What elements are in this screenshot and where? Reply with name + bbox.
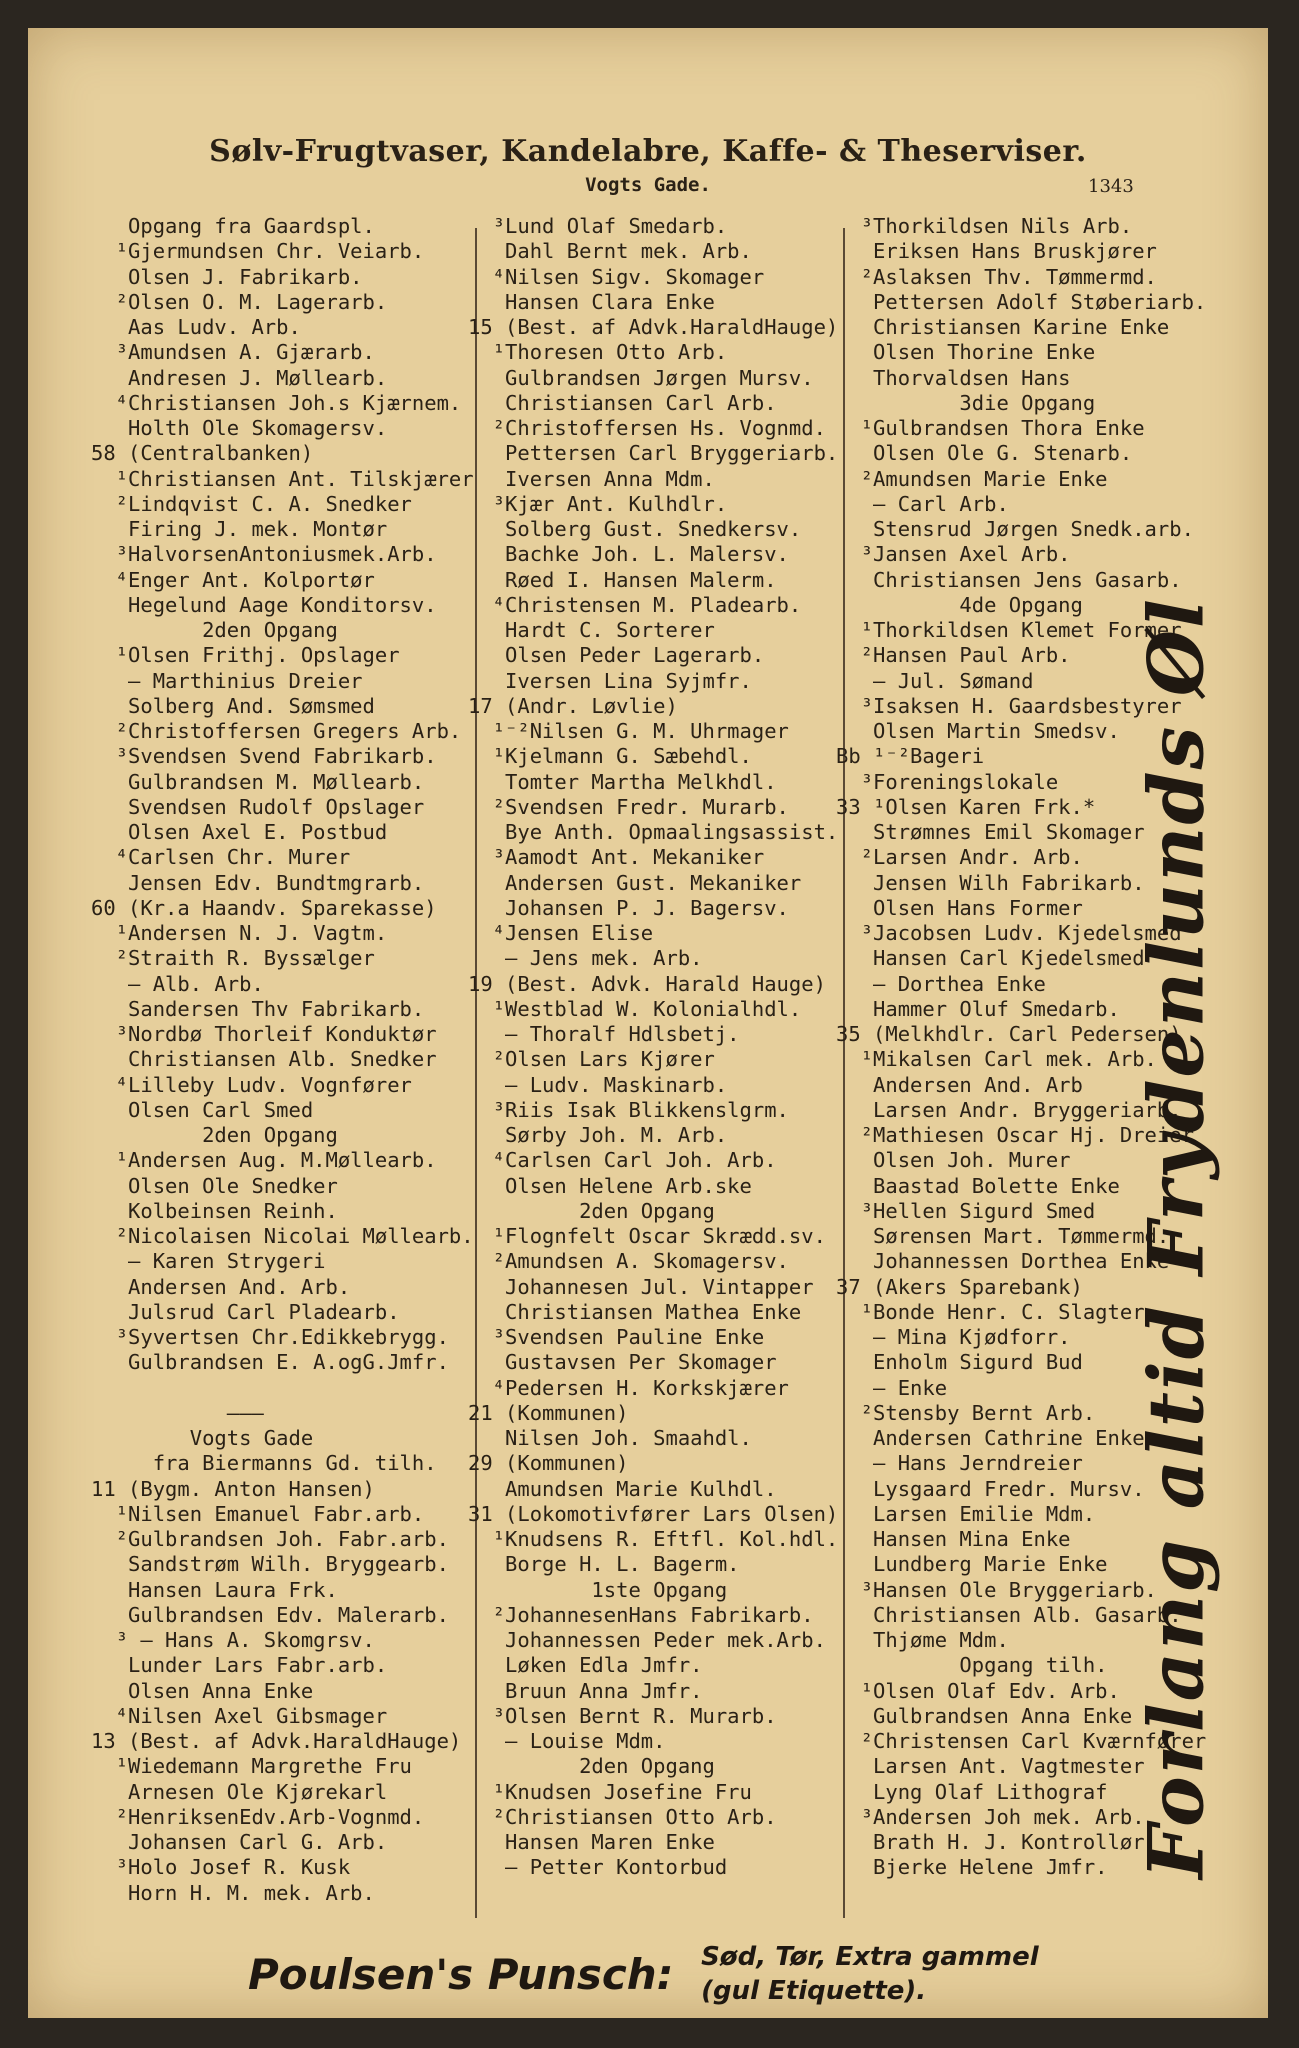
directory-entry: Sørby Joh. M. Arb.	[468, 1123, 728, 1147]
directory-column-2	[468, 214, 838, 1881]
directory-entry: ³Holo Josef R. Kusk	[91, 1855, 351, 1880]
directory-entry: Christiansen Karine Enke	[836, 315, 1170, 339]
directory-entry: Bjerke Helene Jmfr.	[836, 1855, 1108, 1880]
directory-entry: Andersen Gust. Mekaniker	[468, 870, 802, 895]
directory-column-1	[91, 214, 474, 1906]
directory-entry: ²Nicolaisen Nicolai Møllearb.	[91, 1224, 474, 1248]
directory-entry: — Jul. Sømand	[836, 668, 1034, 693]
directory-entry: Jensen Edv. Bundtmgrarb.	[91, 870, 425, 895]
directory-entry: Lysgaard Fredr. Mursv.	[836, 1476, 1145, 1501]
directory-entry: Olsen Helene Arb.ske	[468, 1173, 752, 1198]
directory-entry: ¹Mikalsen Carl mek. Arb.	[836, 1047, 1157, 1072]
directory-entry: Gustavsen Per Skomager	[468, 1350, 777, 1375]
directory-entry: Opgang tilh.	[836, 1653, 1108, 1678]
directory-entry: Brath H. J. Kontrollør	[836, 1830, 1145, 1854]
directory-entry: ³Kjær Ant. Kulhdlr.	[468, 491, 728, 516]
directory-entry: ²Larsen Andr. Arb.	[836, 845, 1083, 870]
directory-entry: Olsen Joh. Murer	[836, 1148, 1071, 1173]
directory-entry: ³Svendsen Svend Fabrikarb.	[91, 744, 437, 769]
directory-entry: Iversen Lina Syjmfr.	[468, 668, 752, 693]
directory-entry: Pettersen Carl Bryggeriarb.	[468, 441, 839, 466]
directory-entry: Olsen Carl Smed	[91, 1097, 314, 1122]
directory-entry: ⁴Lilleby Ludv. Vognfører	[91, 1072, 412, 1097]
directory-entry: ²Christensen Carl Kværnfører	[836, 1729, 1207, 1753]
directory-entry: Olsen Thorine Enke	[836, 340, 1096, 365]
directory-entry: ⁴Carlsen Chr. Murer	[91, 845, 351, 870]
directory-entry: ³Aamodt Ant. Mekaniker	[468, 845, 765, 870]
directory-entry: ¹Olsen Olaf Edv. Arb.	[836, 1678, 1120, 1703]
directory-entry: Aas Ludv. Arb.	[91, 315, 301, 339]
directory-entry: 17 (Andr. Løvlie)	[468, 693, 678, 718]
directory-entry: Larsen Ant. Vagtmester	[836, 1754, 1145, 1779]
directory-entry: Bb ¹⁻²Bageri	[836, 744, 985, 769]
directory-entry: 37 (Akers Sparebank)	[836, 1274, 1083, 1299]
directory-entry: ²Christoffersen Hs. Vognmd.	[468, 416, 826, 440]
directory-entry: ¹Christiansen Ant. Tilskjærer	[91, 466, 474, 491]
directory-entry: 1ste Opgang	[468, 1577, 728, 1602]
directory-entry: 33 ¹Olsen Karen Frk.*	[836, 794, 1096, 819]
directory-entry: 2den Opgang	[468, 1754, 715, 1779]
directory-entry: Olsen Hans Former	[836, 895, 1083, 920]
directory-entry: ⁴Nilsen Axel Gibsmager	[91, 1703, 388, 1728]
directory-entry: ²Amundsen A. Skomagersv.	[468, 1249, 789, 1274]
directory-entry: Hansen Clara Enke	[468, 289, 715, 314]
directory-entry: Lunder Lars Fabr.arb.	[91, 1653, 388, 1678]
directory-entry: — Enke	[836, 1375, 948, 1400]
directory-entry: Andersen And. Arb	[836, 1072, 1083, 1097]
directory-entry: Olsen Axel E. Postbud	[91, 820, 388, 844]
directory-entry: Johannesen Jul. Vintapper	[468, 1274, 814, 1299]
directory-entry: 21 (Kommunen)	[468, 1400, 629, 1425]
directory-entry: ⁴Carlsen Carl Joh. Arb.	[468, 1148, 777, 1173]
directory-entry: ⁴Jensen Elise	[468, 921, 654, 945]
directory-entry: Olsen J. Fabrikarb.	[91, 264, 363, 289]
directory-entry: Gulbrandsen Jørgen Mursv.	[468, 365, 814, 390]
directory-entry: ³Hellen Sigurd Smed	[836, 1198, 1096, 1223]
directory-entry: Strømnes Emil Skomager	[836, 820, 1145, 844]
directory-entry: Løken Edla Jmfr.	[468, 1653, 703, 1678]
directory-entry: ³Amundsen A. Gjærarb.	[91, 340, 375, 365]
directory-entry: 13 (Best. af Advk.HaraldHauge)	[91, 1729, 462, 1753]
bottom-ad-sub	[701, 1940, 1039, 2008]
directory-entry: fra Biermanns Gd. tilh.	[91, 1451, 437, 1476]
directory-entry: ²HenriksenEdv.Arb-Vognmd.	[91, 1804, 425, 1829]
directory-entry: Sandstrøm Wilh. Bryggearb.	[91, 1552, 449, 1577]
directory-entry: 2den Opgang	[91, 618, 338, 642]
directory-entry: Holth Ole Skomagersv.	[91, 416, 388, 440]
directory-entry: ²Svendsen Fredr. Murarb.	[468, 794, 789, 819]
directory-page	[28, 28, 1268, 2018]
directory-entry: ²Aslaksen Thv. Tømmermd.	[836, 264, 1157, 289]
bottom-ad-main: Poulsen's Punsch:	[248, 1950, 674, 1999]
directory-entry: Julsrud Carl Pladearb.	[91, 1299, 400, 1324]
directory-entry: ¹⁻²Nilsen G. M. Uhrmager	[468, 719, 789, 743]
directory-entry: ³ — Hans A. Skomgrsv.	[91, 1628, 375, 1652]
directory-entry: — Louise Mdm.	[468, 1729, 666, 1753]
directory-entry: 31 (Lokomotivfører Lars Olsen)	[468, 1501, 839, 1526]
directory-entry: Opgang fra Gaardspl.	[91, 214, 375, 238]
bottom-ad-line2: (gul Etiquette).	[701, 1976, 927, 2006]
directory-entry: Dahl Bernt mek. Arb.	[468, 239, 752, 264]
directory-entry: Sørensen Mart. Tømmermd.	[836, 1224, 1170, 1248]
directory-entry: Solberg And. Sømsmed	[91, 693, 375, 718]
directory-entry: ¹Olsen Frithj. Opslager	[91, 643, 400, 668]
directory-entry: ¹Nilsen Emanuel Fabr.arb.	[91, 1501, 425, 1526]
directory-entry: Johansen P. J. Bagersv.	[468, 895, 789, 920]
directory-entry: Lundberg Marie Enke	[836, 1552, 1108, 1577]
directory-entry: Hansen Mina Enke	[836, 1527, 1071, 1551]
directory-entry: ³Syvertsen Chr.Edikkebrygg.	[91, 1325, 449, 1349]
bottom-ad-line1: Sød, Tør, Extra gammel	[701, 1942, 1039, 1972]
directory-entry: Christiansen Alb. Gasarb.	[836, 1602, 1182, 1627]
directory-entry: ²JohannesenHans Fabrikarb.	[468, 1602, 814, 1627]
directory-entry: Amundsen Marie Kulhdl.	[468, 1476, 777, 1501]
street-header: Vogts Gade.	[585, 174, 711, 196]
directory-entry: Christiansen Alb. Snedker	[91, 1047, 437, 1072]
directory-entry: ²Hansen Paul Arb.	[836, 643, 1071, 668]
page-number: 1343	[1088, 176, 1134, 197]
directory-entry: ¹Andersen N. J. Vagtm.	[91, 921, 388, 945]
directory-entry: Larsen Andr. Bryggeriarb.	[836, 1097, 1182, 1122]
directory-entry: ³Lund Olaf Smedarb.	[468, 214, 728, 238]
directory-entry: ———	[91, 1400, 264, 1425]
directory-entry: ²Stensby Bernt Arb.	[836, 1400, 1096, 1425]
top-advertisement: Sølv-Frugtvaser, Kandelabre, Kaffe- & Theserviser.	[209, 134, 1087, 169]
directory-entry: Olsen Martin Smedsv.	[836, 719, 1120, 743]
directory-entry: Baastad Bolette Enke	[836, 1173, 1120, 1198]
directory-entry: ²Olsen Lars Kjører	[468, 1047, 715, 1072]
directory-entry: Stensrud Jørgen Snedk.arb.	[836, 517, 1194, 541]
directory-entry: Røed I. Hansen Malerm.	[468, 567, 777, 592]
directory-entry: ³Olsen Bernt R. Murarb.	[468, 1703, 777, 1728]
directory-entry	[91, 1376, 474, 1401]
directory-entry: — Alb. Arb.	[91, 971, 264, 996]
directory-entry: — Karen Strygeri	[91, 1249, 326, 1274]
directory-entry: ¹Gjermundsen Chr. Veiarb.	[91, 239, 425, 264]
directory-entry: — Ludv. Maskinarb.	[468, 1072, 728, 1097]
directory-entry: Pettersen Adolf Støberiarb.	[836, 289, 1207, 314]
directory-entry: Bruun Anna Jmfr.	[468, 1678, 703, 1703]
directory-entry: ²Amundsen Marie Enke	[836, 466, 1108, 491]
directory-entry: 15 (Best. af Advk.HaraldHauge)	[468, 315, 839, 339]
directory-entry: 58 (Centralbanken)	[91, 441, 314, 466]
directory-entry: ²Straith R. Byssælger	[91, 946, 375, 971]
directory-entry: 4de Opgang	[836, 592, 1083, 617]
directory-entry: Borge H. L. Bagerm.	[468, 1552, 740, 1577]
directory-entry: Jensen Wilh Fabrikarb.	[836, 870, 1145, 895]
directory-entry: — Carl Arb.	[836, 491, 1009, 516]
directory-entry: Christiansen Jens Gasarb.	[836, 567, 1182, 592]
bottom-advertisement	[248, 1940, 1039, 2008]
directory-entry: Horn H. M. mek. Arb.	[91, 1880, 375, 1905]
directory-entry: ¹Thorkildsen Klemet Former	[836, 618, 1182, 642]
directory-entry: Johansen Carl G. Arb.	[91, 1830, 388, 1854]
directory-entry: ¹Kjelmann G. Sæbehdl.	[468, 744, 752, 769]
directory-entry: ¹Bonde Henr. C. Slagter	[836, 1299, 1145, 1324]
directory-entry: ¹Westblad W. Kolonialhdl.	[468, 996, 802, 1021]
directory-entry: ¹Thoresen Otto Arb.	[468, 340, 728, 365]
directory-entry: 2den Opgang	[91, 1123, 338, 1147]
directory-entry: ³Nordbø Thorleif Konduktør	[91, 1022, 437, 1046]
directory-entry: ¹Andersen Aug. M.Møllearb.	[91, 1148, 437, 1173]
directory-entry: ¹Wiedemann Margrethe Fru	[91, 1754, 412, 1779]
directory-entry: Hegelund Aage Konditorsv.	[91, 592, 437, 617]
directory-entry: — Dorthea Enke	[836, 971, 1046, 996]
directory-entry: Hansen Maren Enke	[468, 1830, 715, 1854]
directory-entry: Nilsen Joh. Smaahdl.	[468, 1426, 752, 1450]
directory-entry: ¹Knudsen Josefine Fru	[468, 1779, 752, 1804]
directory-entry: Andersen And. Arb.	[91, 1274, 351, 1299]
directory-entry: Olsen Peder Lagerarb.	[468, 643, 765, 668]
directory-entry: ²Olsen O. M. Lagerarb.	[91, 289, 388, 314]
directory-entry: Lyng Olaf Lithograf	[836, 1779, 1108, 1804]
directory-entry: Solberg Gust. Snedkersv.	[468, 517, 802, 541]
directory-entry: Iversen Anna Mdm.	[468, 466, 715, 491]
directory-entry: Vogts Gade	[91, 1426, 314, 1450]
directory-entry: Kolbeinsen Reinh.	[91, 1198, 338, 1223]
directory-entry: ⁴Christensen M. Pladearb.	[468, 592, 802, 617]
side-advertisement: Forlang altid Frydenlunds Øl	[1131, 597, 1221, 1879]
directory-entry: — Petter Kontorbud	[468, 1855, 728, 1880]
directory-entry: Bye Anth. Opmaalingsassist.	[468, 820, 839, 844]
directory-entry: ³Foreningslokale	[836, 769, 1059, 794]
directory-entry: 2den Opgang	[468, 1198, 715, 1223]
directory-entry: ³Svendsen Pauline Enke	[468, 1325, 765, 1349]
directory-entry: Hansen Carl Kjedelsmed	[836, 946, 1145, 971]
directory-entry: 35 (Melkhdlr. Carl Pedersen)	[836, 1022, 1182, 1046]
directory-entry: Larsen Emilie Mdm.	[836, 1501, 1096, 1526]
directory-entry: Olsen Anna Enke	[91, 1678, 314, 1703]
directory-entry: Andersen Cathrine Enke	[836, 1426, 1145, 1450]
directory-entry: Svendsen Rudolf Opslager	[91, 794, 425, 819]
directory-entry: ²Mathiesen Oscar Hj. Dreier	[836, 1123, 1194, 1147]
directory-entry: Gulbrandsen E. A.ogG.Jmfr.	[91, 1350, 449, 1375]
directory-entry: Johannessen Peder mek.Arb.	[468, 1628, 826, 1652]
directory-entry: Christiansen Mathea Enke	[468, 1299, 802, 1324]
directory-entry: Hansen Laura Frk.	[91, 1577, 338, 1602]
directory-entry: ³Jacobsen Ludv. Kjedelsmed	[836, 921, 1182, 945]
directory-entry: ²Christoffersen Gregers Arb.	[91, 719, 462, 743]
directory-entry: ³Thorkildsen Nils Arb.	[836, 214, 1133, 238]
directory-entry: ⁴Pedersen H. Korkskjærer	[468, 1375, 789, 1400]
directory-entry: Firing J. mek. Montør	[91, 517, 388, 541]
directory-entry: 3die Opgang	[836, 390, 1096, 415]
directory-entry: Johannessen Dorthea Enke	[836, 1249, 1170, 1274]
directory-entry: Gulbrandsen M. Møllearb.	[91, 769, 425, 794]
directory-entry: Arnesen Ole Kjørekarl	[91, 1779, 388, 1804]
directory-entry: ³Andersen Joh mek. Arb.	[836, 1804, 1145, 1829]
directory-entry: ³Isaksen H. Gaardsbestyrer	[836, 693, 1182, 718]
directory-entry: — Hans Jerndreier	[836, 1451, 1083, 1476]
directory-entry: Olsen Ole Snedker	[91, 1173, 338, 1198]
directory-entry: 11 (Bygm. Anton Hansen)	[91, 1476, 375, 1501]
directory-entry: Gulbrandsen Edv. Malerarb.	[91, 1602, 449, 1627]
directory-entry: ³HalvorsenAntoniusmek.Arb.	[91, 542, 437, 567]
directory-entry: Enholm Sigurd Bud	[836, 1350, 1083, 1375]
directory-entry: Hardt C. Sorterer	[468, 618, 715, 642]
directory-entry: Eriksen Hans Bruskjører	[836, 239, 1157, 264]
directory-entry: Olsen Ole G. Stenarb.	[836, 441, 1133, 466]
directory-entry: ³Hansen Ole Bryggeriarb.	[836, 1577, 1157, 1602]
directory-entry: ¹Knudsens R. Eftfl. Kol.hdl.	[468, 1527, 839, 1551]
directory-entry: ⁴Christiansen Joh.s Kjærnem.	[91, 390, 462, 415]
directory-entry: ²Gulbrandsen Joh. Fabr.arb.	[91, 1527, 449, 1551]
directory-entry: ¹Flognfelt Oscar Skrædd.sv.	[468, 1224, 826, 1248]
directory-entry: Tomter Martha Melkhdl.	[468, 769, 777, 794]
directory-entry: Christiansen Carl Arb.	[468, 390, 777, 415]
directory-entry: Bachke Joh. L. Malersv.	[468, 542, 789, 567]
directory-entry: 29 (Kommunen)	[468, 1451, 629, 1476]
directory-entry: — Mina Kjødforr.	[836, 1325, 1071, 1349]
directory-entry: Gulbrandsen Anna Enke	[836, 1703, 1133, 1728]
directory-entry: Thjøme Mdm.	[836, 1628, 1009, 1652]
directory-entry: — Jens mek. Arb.	[468, 946, 703, 971]
directory-entry: ⁴Enger Ant. Kolportør	[91, 567, 375, 592]
directory-entry: ³Jansen Axel Arb.	[836, 542, 1071, 567]
directory-entry: ²Lindqvist C. A. Snedker	[91, 491, 412, 516]
directory-entry: 60 (Kr.a Haandv. Sparekasse)	[91, 895, 437, 920]
directory-entry: — Marthinius Dreier	[91, 668, 363, 693]
directory-entry: Andresen J. Møllearb.	[91, 365, 388, 390]
directory-entry: Hammer Oluf Smedarb.	[836, 996, 1120, 1021]
directory-entry: ¹Gulbrandsen Thora Enke	[836, 416, 1145, 440]
directory-entry: Thorvaldsen Hans	[836, 365, 1071, 390]
directory-entry: ²Christiansen Otto Arb.	[468, 1804, 777, 1829]
directory-entry: ³Riis Isak Blikkenslgrm.	[468, 1097, 789, 1122]
directory-entry: ⁴Nilsen Sigv. Skomager	[468, 264, 765, 289]
directory-entry: — Thoralf Hdlsbetj.	[468, 1022, 740, 1046]
directory-entry: Sandersen Thv Fabrikarb.	[91, 996, 425, 1021]
directory-entry: 19 (Best. Advk. Harald Hauge)	[468, 971, 826, 996]
